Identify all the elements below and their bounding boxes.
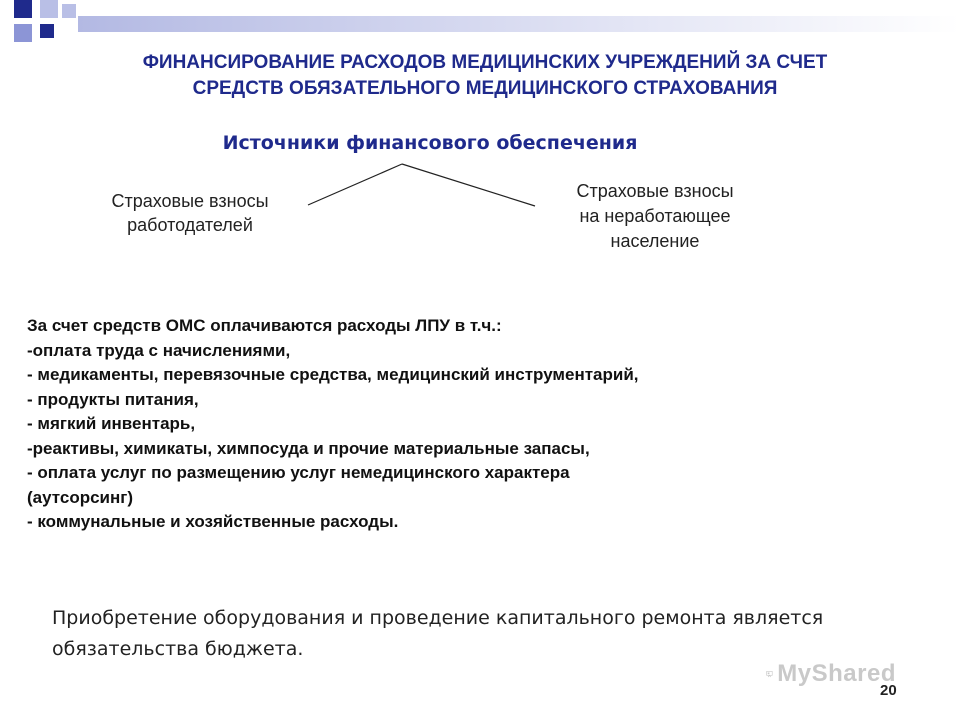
watermark (766, 656, 896, 692)
decor-top-bar (78, 16, 960, 32)
source-left-line-2: работодателей (127, 215, 253, 235)
list-item: -оплата труда с начислениями, (27, 340, 291, 360)
list-item: - медикаменты, перевязочные средства, медицинский инструментарий, (27, 365, 639, 384)
list-item: - оплата услуг по размещению услуг немедицинского характера (27, 463, 570, 482)
list-item: - коммунальные и хозяйственные расходы. (27, 512, 399, 531)
source-non-working-population (530, 179, 780, 254)
source-employers (70, 189, 310, 237)
decor-square-light-1 (40, 0, 58, 18)
list-intro: За счет средств ОМС оплачиваются расходы ЛПУ в т.ч.: (27, 316, 502, 335)
budget-statement-line-1: Приобретение оборудования и проведение капитального ремонта является (52, 607, 824, 629)
watermark-text: MyShared (777, 660, 896, 687)
branch-line-right (402, 164, 535, 206)
list-item: -реактивы, химикаты, химпосуда и прочие материальные запасы, (27, 438, 590, 458)
list-item-continuation: (аутсорсинг) (27, 487, 134, 507)
presentation-board-icon (766, 659, 773, 689)
decor-square-navy-2 (40, 24, 54, 38)
source-right-line-3: население (610, 231, 700, 251)
source-right-line-2: на неработающее (579, 206, 731, 226)
slide-title (40, 50, 930, 102)
decor-square-navy-1 (14, 0, 32, 18)
sources-heading: Источники финансового обеспечения (222, 132, 638, 154)
source-left-line-1: Страховые взносы (111, 191, 269, 211)
title-line-2: СРЕДСТВ ОБЯЗАТЕЛЬНОГО МЕДИЦИНСКОГО СТРАХОВАНИЯ (192, 78, 778, 99)
page-number: 20 (880, 682, 897, 699)
list-item: - продукты питания, (27, 389, 199, 409)
title-line-1: ФИНАНСИРОВАНИЕ РАСХОДОВ МЕДИЦИНСКИХ УЧРЕЖДЕНИЙ ЗА СЧЕТ (142, 52, 828, 73)
branch-line-left (308, 164, 402, 205)
expense-list (27, 314, 927, 535)
list-item: - мягкий инвентарь, (27, 414, 196, 433)
budget-statement-line-2: обязательства бюджета. (52, 638, 304, 660)
decor-square-light-2 (62, 4, 76, 18)
source-right-line-1: Страховые взносы (576, 181, 734, 201)
decor-square-mid-1 (14, 24, 32, 42)
